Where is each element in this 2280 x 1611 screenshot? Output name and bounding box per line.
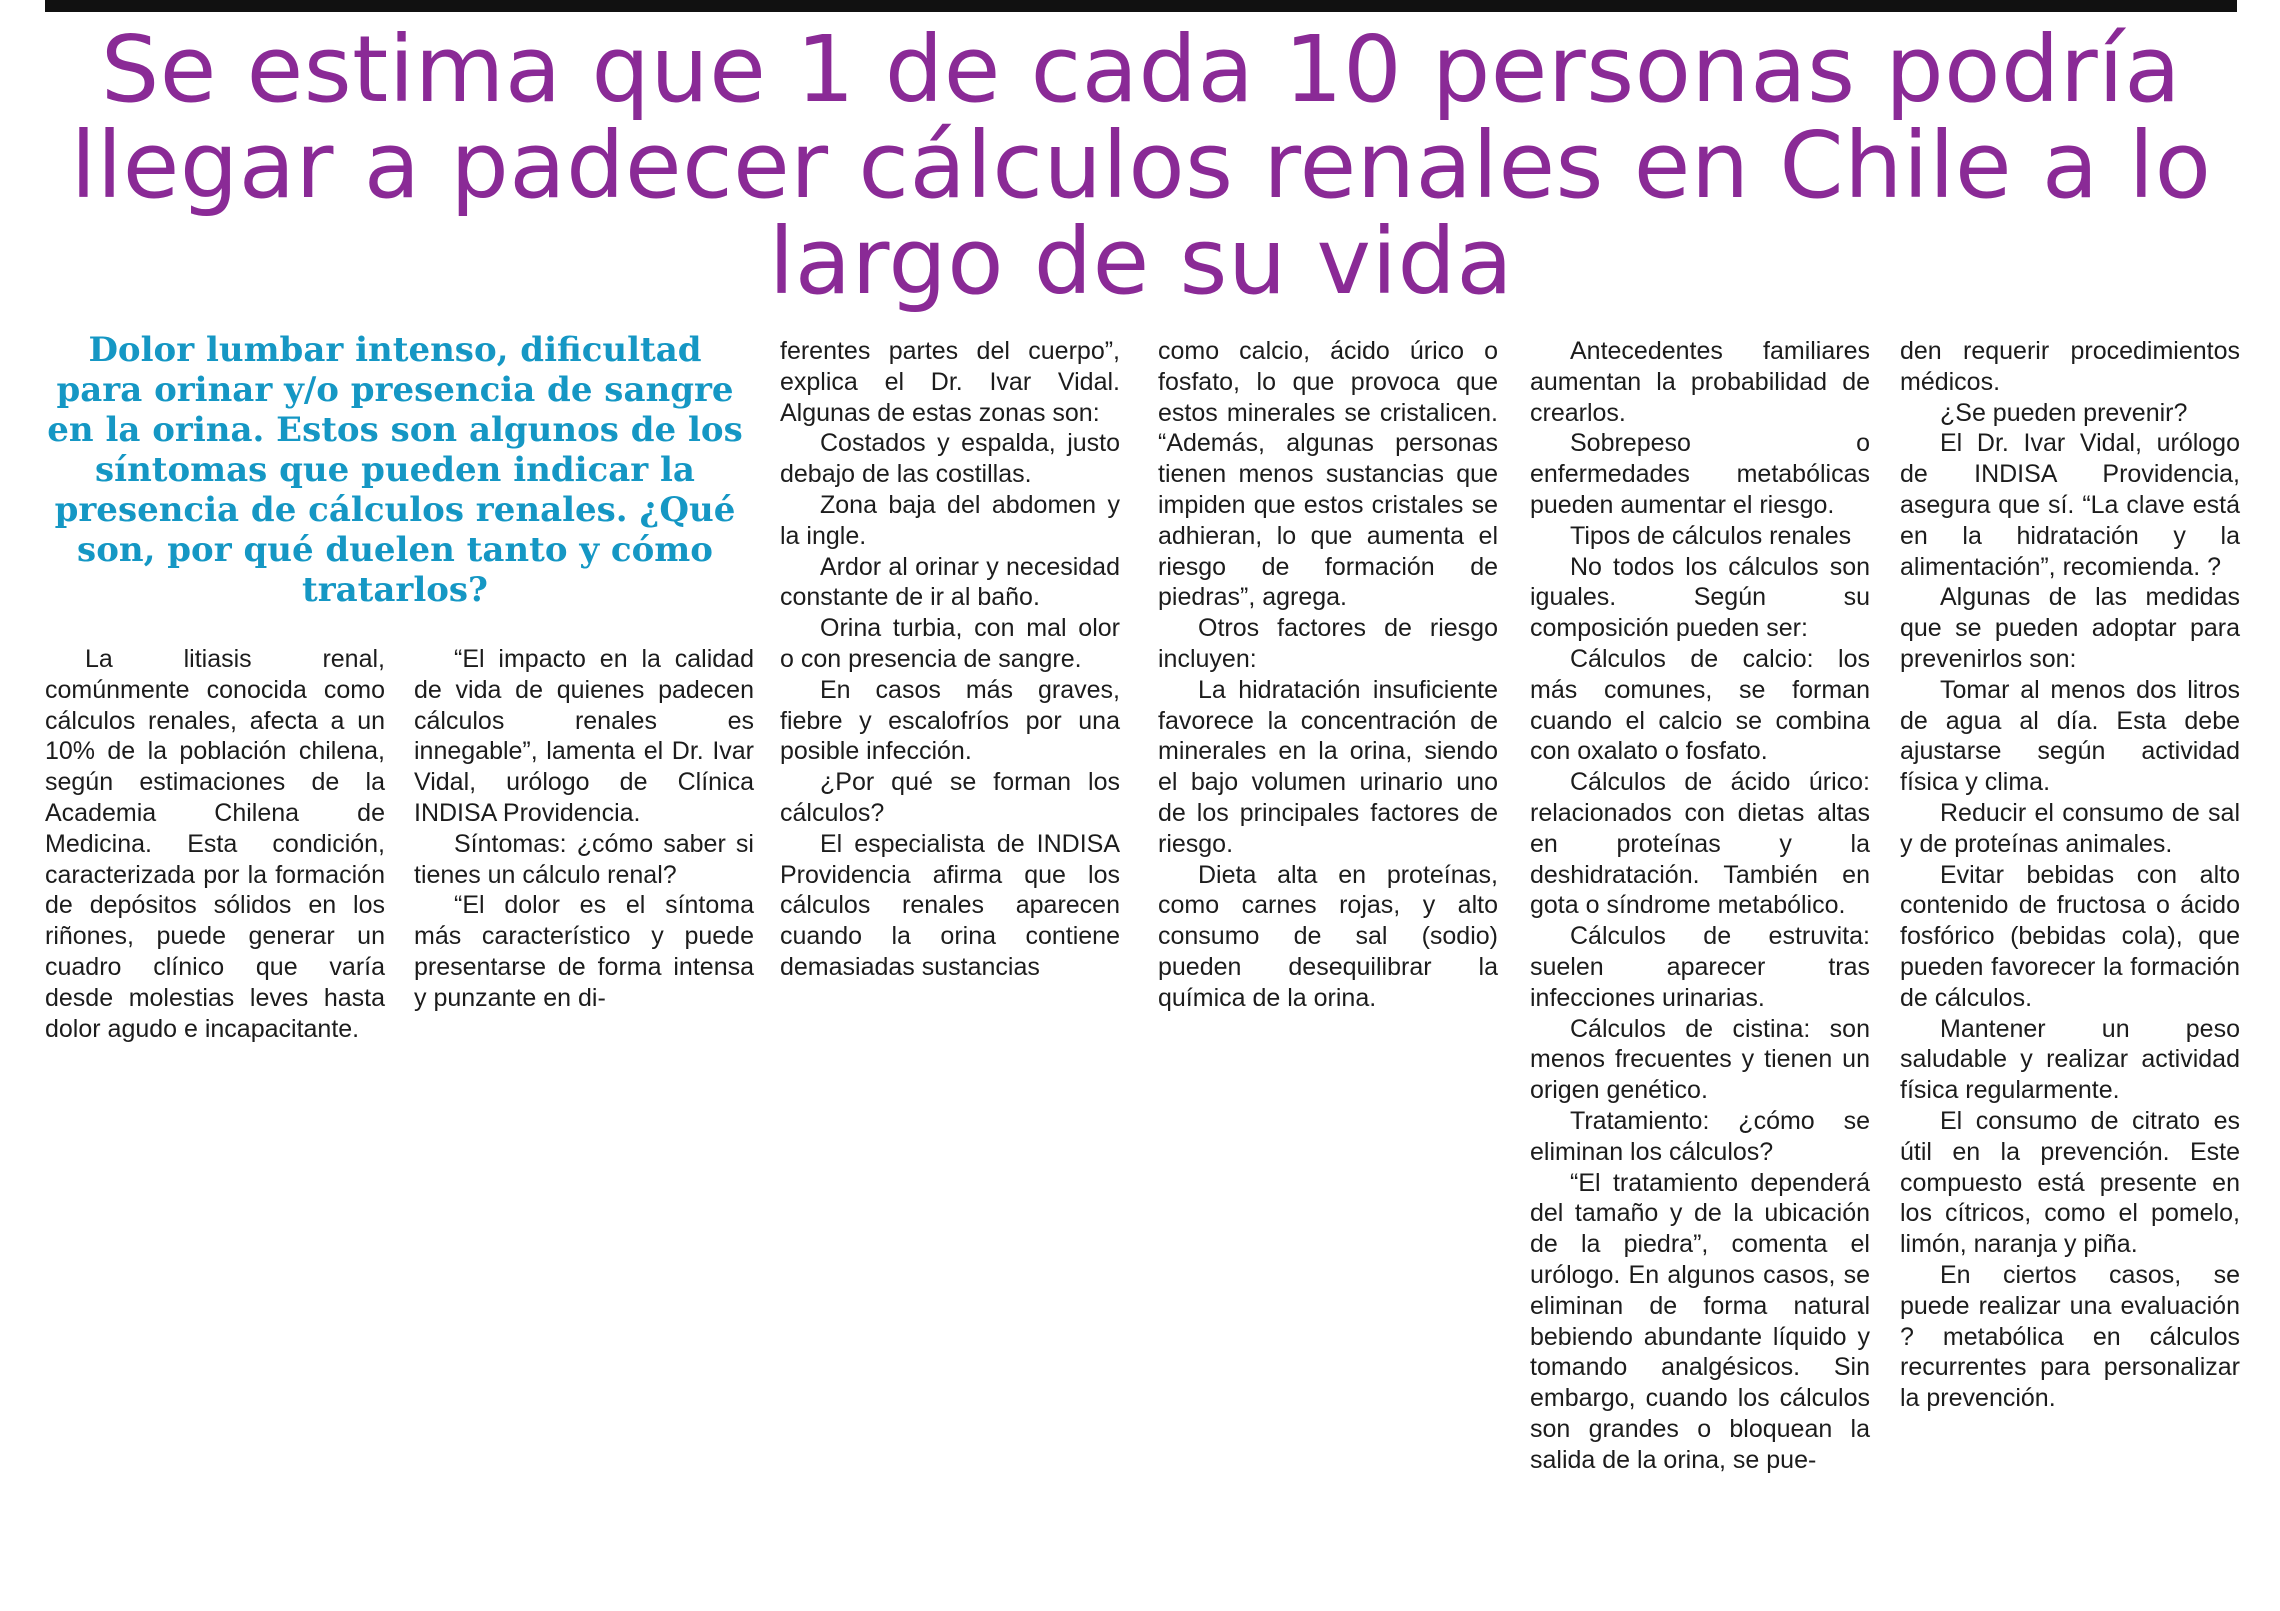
paragraph: “El dolor es el síntoma más característico y puede presentarse de forma intensa y punzante en di- xyxy=(414,891,754,1012)
subheading: Tratamiento: ¿cómo se eliminan los cálculos? xyxy=(1530,1106,1870,1166)
list-item: Cálculos de estruvita: suelen aparecer tras infecciones urinarias. xyxy=(1530,922,1870,1012)
list-item: El consumo de citrato es útil en la prevención. Este compuesto está presente en los cítricos, como el pomelo, limón, naranja y piña. xyxy=(1900,1106,2240,1259)
list-item: Orina turbia, con mal olor o con presencia de sangre. xyxy=(780,614,1120,673)
list-item: Cálculos de ácido úrico: relacionados con dietas altas en proteínas y la deshidratación. También en gota o síndrome metabólico. xyxy=(1530,768,1870,920)
paragraph: “El impacto en la calidad de vida de quienes padecen cálculos renales es innegable”, lamenta el Dr. Ivar Vidal, urólogo de Clínica INDISA Providencia. xyxy=(414,645,754,827)
subheading: ¿Se pueden prevenir? xyxy=(1940,398,2188,427)
list-item: Sobrepeso o enfermedades metabólicas pueden aumentar el riesgo. xyxy=(1530,429,1870,519)
column-4 xyxy=(1158,336,1498,1014)
subheading: ¿Por qué se forman los cálculos? xyxy=(780,768,1120,827)
deck-subheadline: Dolor lumbar intenso, dificultad para orinar y/o presencia de sangre en la orina. Estos son algunos de los síntomas que pueden indicar la presencia de cálculos renales. ¿Qué son, por qué duelen tanto y cómo tratarlos? xyxy=(47,330,743,610)
list-item: Cálculos de cistina: son menos frecuentes y tienen un origen genético. xyxy=(1530,1014,1870,1105)
column-5 xyxy=(1530,336,1870,1475)
list-item: Ardor al orinar y necesidad constante de ir al baño. xyxy=(780,552,1120,612)
paragraph: El especialista de INDISA Providencia afirma que los cálculos renales aparecen cuando la orina contiene demasiadas sustancias xyxy=(780,829,1120,981)
list-item: Evitar bebidas con alto contenido de fructosa o ácido fosfórico (bebidas cola), que pueden favorecer la formación de cálculos. xyxy=(1900,860,2240,1012)
list-item: Tomar al menos dos litros de agua al día. Esta debe ajustarse según actividad física y clima. xyxy=(1900,675,2240,797)
list-item: Mantener un peso saludable y realizar actividad física regularmente. xyxy=(1900,1014,2240,1105)
paragraph: El Dr. Ivar Vidal, urólogo de INDISA Providencia, asegura que sí. “La clave está en la hidratación y la alimentación”, recomienda. ? xyxy=(1900,429,2240,581)
paragraph: Otros factores de riesgo incluyen: xyxy=(1158,614,1498,673)
subheading: Síntomas: ¿cómo saber si tienes un cálculo renal? xyxy=(414,829,754,889)
column-2 xyxy=(414,644,754,1014)
top-rule xyxy=(45,0,2237,12)
paragraph: den requerir procedimientos médicos. xyxy=(1900,337,2240,396)
column-1 xyxy=(45,644,385,1044)
column-3 xyxy=(780,336,1120,983)
list-item: Zona baja del abdomen y la ingle. xyxy=(780,490,1120,550)
paragraph: Algunas de las medidas que se pueden adoptar para prevenirlos son: xyxy=(1900,583,2240,673)
paragraph: No todos los cálculos son iguales. Según su composición pueden ser: xyxy=(1530,552,1870,643)
list-item: Antecedentes familiares aumentan la probabilidad de crearlos. xyxy=(1530,337,1870,427)
paragraph: ferentes partes del cuerpo”, explica el Dr. Ivar Vidal. Algunas de estas zonas son: xyxy=(780,337,1120,427)
paragraph: En ciertos casos, se puede realizar una evaluación ? metabólica en cálculos recurrentes para personalizar la prevención. xyxy=(1900,1260,2240,1413)
list-item: En casos más graves, fiebre y escalofríos por una posible infección. xyxy=(780,675,1120,766)
list-item: Reducir el consumo de sal y de proteínas animales. xyxy=(1900,798,2240,858)
paragraph: La litiasis renal, comúnmente conocida como cálculos renales, afecta a un 10% de la población chilena, según estimaciones de la Academia Chilena de Medicina. Esta condición, caracterizada por la formación de depósitos sólidos en los riñones, puede generar un cuadro clínico que varía desde molestias leves hasta dolor agudo e incapacitante. xyxy=(45,645,385,1043)
list-item: Cálculos de calcio: los más comunes, se forman cuando el calcio se combina con oxalato o fosfato. xyxy=(1530,644,1870,766)
list-item: Dieta alta en proteínas, como carnes rojas, y alto consumo de sal (sodio) pueden desequilibrar la química de la orina. xyxy=(1158,860,1498,1012)
headline: Se estima que 1 de cada 10 personas podría llegar a padecer cálculos renales en Chile a lo largo de su vida xyxy=(70,16,2212,315)
list-item: Costados y espalda, justo debajo de las costillas. xyxy=(780,429,1120,489)
list-item: La hidratación insuficiente favorece la concentración de minerales en la orina, siendo el bajo volumen urinario uno de los principales factores de riesgo. xyxy=(1158,675,1498,858)
paragraph: como calcio, ácido úrico o fosfato, lo que provoca que estos minerales se cristalicen. “Además, algunas personas tienen menos sustancias que impiden que estos cristales se adhieran, lo que aumenta el riesgo de formación de piedras”, agrega. xyxy=(1158,337,1498,612)
column-6 xyxy=(1900,336,2240,1414)
paragraph: “El tratamiento dependerá del tamaño y de la ubicación de la piedra”, comenta el urólogo. En algunos casos, se eliminan de forma natural bebiendo abundante líquido y tomando analgésicos. Sin embargo, cuando los cálculos son grandes o bloquean la salida de la orina, se pue- xyxy=(1530,1168,1870,1474)
subheading: Tipos de cálculos renales xyxy=(1570,521,1852,550)
